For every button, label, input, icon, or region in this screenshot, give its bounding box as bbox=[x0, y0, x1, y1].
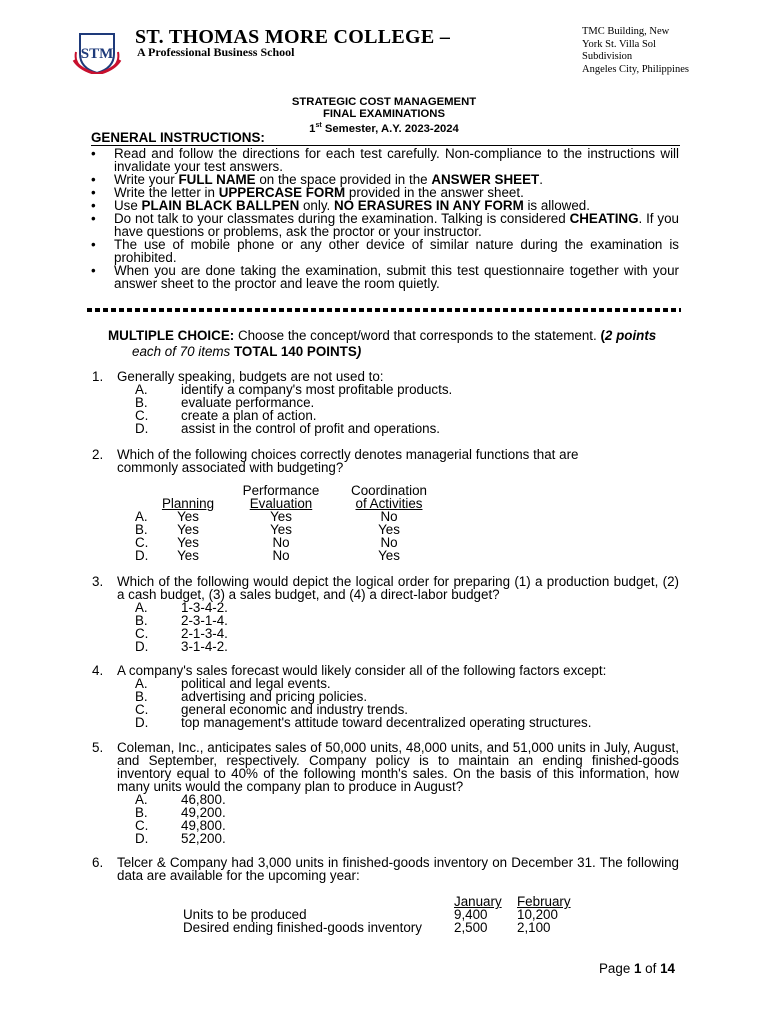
choice-letter: B. bbox=[135, 613, 148, 628]
mc-instruction: MULTIPLE CHOICE: Choose the concept/word that corresponds to the statement. (2 points bbox=[108, 328, 657, 343]
instruction-item: • The use of mobile phone or any other device of similar nature during the examination is prohibited. bbox=[91, 237, 679, 265]
question-text: commonly associated with budgeting? bbox=[117, 460, 344, 475]
table-cell: 10,200 bbox=[517, 907, 558, 922]
bullet: • bbox=[91, 263, 96, 278]
choice-text: 2-1-3-4. bbox=[181, 626, 228, 641]
row-label: Units to be produced bbox=[183, 907, 307, 922]
column-header: Performance bbox=[242, 483, 320, 498]
choice-text: assist in the control of profit and operations. bbox=[181, 421, 441, 436]
choice-text: top management's attitude toward decentralized operating structures. bbox=[181, 715, 592, 730]
college-tagline: A Professional Business School bbox=[137, 45, 295, 59]
address-line: Subdivision bbox=[582, 51, 633, 63]
instruction-item: • Write your FULL NAME on the space provided in the ANSWER SHEET. bbox=[91, 172, 543, 187]
table-cell: No bbox=[380, 535, 398, 550]
address-line: York St. Villa Sol bbox=[582, 38, 656, 50]
choice-letter: D. bbox=[135, 421, 149, 436]
table-cell: No bbox=[272, 548, 290, 563]
choice-letter: B. bbox=[135, 522, 148, 537]
table-cell: 9,400 bbox=[454, 907, 488, 922]
choice-text: political and legal events. bbox=[181, 676, 331, 691]
question-number: 6. bbox=[92, 855, 104, 870]
bullet: • bbox=[91, 146, 96, 161]
bullet: • bbox=[91, 198, 96, 213]
choice-letter: A. bbox=[135, 382, 148, 397]
choice-text: general economic and industry trends. bbox=[181, 702, 409, 717]
column-header: January bbox=[454, 894, 502, 909]
question-text: Which of the following choices correctly denotes managerial functions that are bbox=[117, 447, 579, 462]
choice-letter: D. bbox=[135, 715, 149, 730]
instructions-list bbox=[91, 147, 679, 290]
question-text: A company's sales forecast would likely consider all of the following factors except: bbox=[117, 663, 607, 678]
table-cell: Yes bbox=[270, 509, 292, 524]
column-header: Evaluation bbox=[249, 496, 313, 511]
question-number: 3. bbox=[92, 574, 104, 589]
college-name: ST. THOMAS MORE COLLEGE – bbox=[135, 26, 451, 48]
choice-letter: C. bbox=[135, 702, 149, 717]
table-cell: 2,500 bbox=[454, 920, 488, 935]
table-cell: Yes bbox=[270, 522, 292, 537]
choice-text: evaluate performance. bbox=[181, 395, 315, 410]
choice-text: identify a company's most profitable products. bbox=[181, 382, 453, 397]
choice-letter: C. bbox=[135, 535, 149, 550]
choice-text: 2-3-1-4. bbox=[181, 613, 228, 628]
choice-text: 52,200. bbox=[181, 831, 226, 846]
bullet: • bbox=[91, 172, 96, 187]
choice-letter: B. bbox=[135, 395, 148, 410]
address-line: TMC Building, New bbox=[582, 26, 670, 37]
column-header: Coordination bbox=[351, 483, 427, 498]
section-divider bbox=[87, 308, 681, 312]
question-number: 1. bbox=[92, 369, 104, 384]
choice-letter: C. bbox=[135, 626, 149, 641]
table-cell: Yes bbox=[378, 522, 400, 537]
table-cell: Yes bbox=[378, 548, 400, 563]
choice-letter: B. bbox=[135, 689, 148, 704]
choice-letter: B. bbox=[135, 805, 148, 820]
instruction-item: • Do not talk to your classmates during the examination. Talking is considered CHEATING. If you have questions or problems, ask the proctor or your instructor. bbox=[91, 211, 679, 239]
page-number: Page 1 of 14 bbox=[599, 961, 675, 976]
instruction-item: • When you are done taking the examination, submit this test questionnaire together with your answer sheet to the proctor and leave the room quietly. bbox=[91, 263, 679, 291]
choice-text: 1-3-4-2. bbox=[181, 600, 228, 615]
question-number: 4. bbox=[92, 663, 104, 678]
choice-letter: D. bbox=[135, 831, 149, 846]
exam-title: FINAL EXAMINATIONS bbox=[323, 108, 445, 120]
semester-title: 1st Semester, A.Y. 2023-2024 bbox=[309, 122, 459, 135]
question-number: 5. bbox=[92, 740, 104, 755]
mc-points: each of 70 items TOTAL 140 POINTS) bbox=[132, 344, 362, 359]
question-number: 2. bbox=[92, 447, 104, 462]
column-header: of Activities bbox=[355, 496, 423, 511]
choice-text: 3-1-4-2. bbox=[181, 639, 228, 654]
choice-letter: A. bbox=[135, 676, 148, 691]
choice-text: create a plan of action. bbox=[181, 408, 317, 423]
choice-letter: C. bbox=[135, 408, 149, 423]
column-header: Planning bbox=[161, 496, 215, 511]
bullet: • bbox=[91, 237, 96, 252]
table-cell: Yes bbox=[177, 548, 199, 563]
choice-letter: C. bbox=[135, 818, 149, 833]
table-cell: 2,100 bbox=[517, 920, 551, 935]
course-title: STRATEGIC COST MANAGEMENT bbox=[291, 96, 477, 108]
question-text: Which of the following would depict the logical order for preparing (1) a production budget, (2) a cash budget, (3) a sales budget, and (4) a direct-labor budget? bbox=[117, 574, 679, 602]
choice-text: advertising and pricing policies. bbox=[181, 689, 368, 704]
column-header: February bbox=[517, 894, 571, 909]
instruction-item: • Write the letter in UPPERCASE FORM provided in the answer sheet. bbox=[91, 185, 524, 200]
table-cell: No bbox=[272, 535, 290, 550]
choice-letter: A. bbox=[135, 792, 148, 807]
address-line: Angeles City, Philippines bbox=[582, 63, 689, 75]
table-cell: Yes bbox=[177, 522, 199, 537]
bullet: • bbox=[91, 211, 96, 226]
row-label: Desired ending finished-goods inventory bbox=[183, 920, 422, 935]
choice-letter: D. bbox=[135, 548, 149, 563]
question-text: Generally speaking, budgets are not used to: bbox=[117, 369, 384, 384]
choice-letter: A. bbox=[135, 509, 148, 524]
question-text: Coleman, Inc., anticipates sales of 50,000 units, 48,000 units, and 51,000 units in July, August, and September, respectively. Company policy is to maintain an ending finished-goods inventory equal to 40% of the following month's sales. On the basis of this information, how many units would the company plan to produce in August? bbox=[117, 740, 679, 794]
college-address bbox=[582, 26, 689, 76]
choice-letter: D. bbox=[135, 639, 149, 654]
table-cell: No bbox=[380, 509, 398, 524]
logo-letters: STM bbox=[80, 46, 114, 62]
choice-text: 46,800. bbox=[181, 792, 226, 807]
choice-text: 49,800. bbox=[181, 818, 226, 833]
choice-letter: A. bbox=[135, 600, 148, 615]
choice-text: 49,200. bbox=[181, 805, 226, 820]
table-cell: Yes bbox=[177, 509, 199, 524]
table-cell: Yes bbox=[177, 535, 199, 550]
question-text: Telcer & Company had 3,000 units in finished-goods inventory on December 31. The following data are available for the upcoming year: bbox=[117, 855, 679, 883]
instruction-item: • Read and follow the directions for each test carefully. Non-compliance to the instructions will invalidate your test answers. bbox=[91, 146, 679, 174]
bullet: • bbox=[91, 185, 96, 200]
college-logo bbox=[72, 30, 122, 74]
instructions-heading: GENERAL INSTRUCTIONS: bbox=[91, 131, 680, 146]
instruction-item: • Use PLAIN BLACK BALLPEN only. NO ERASURES IN ANY FORM is allowed. bbox=[91, 198, 590, 213]
